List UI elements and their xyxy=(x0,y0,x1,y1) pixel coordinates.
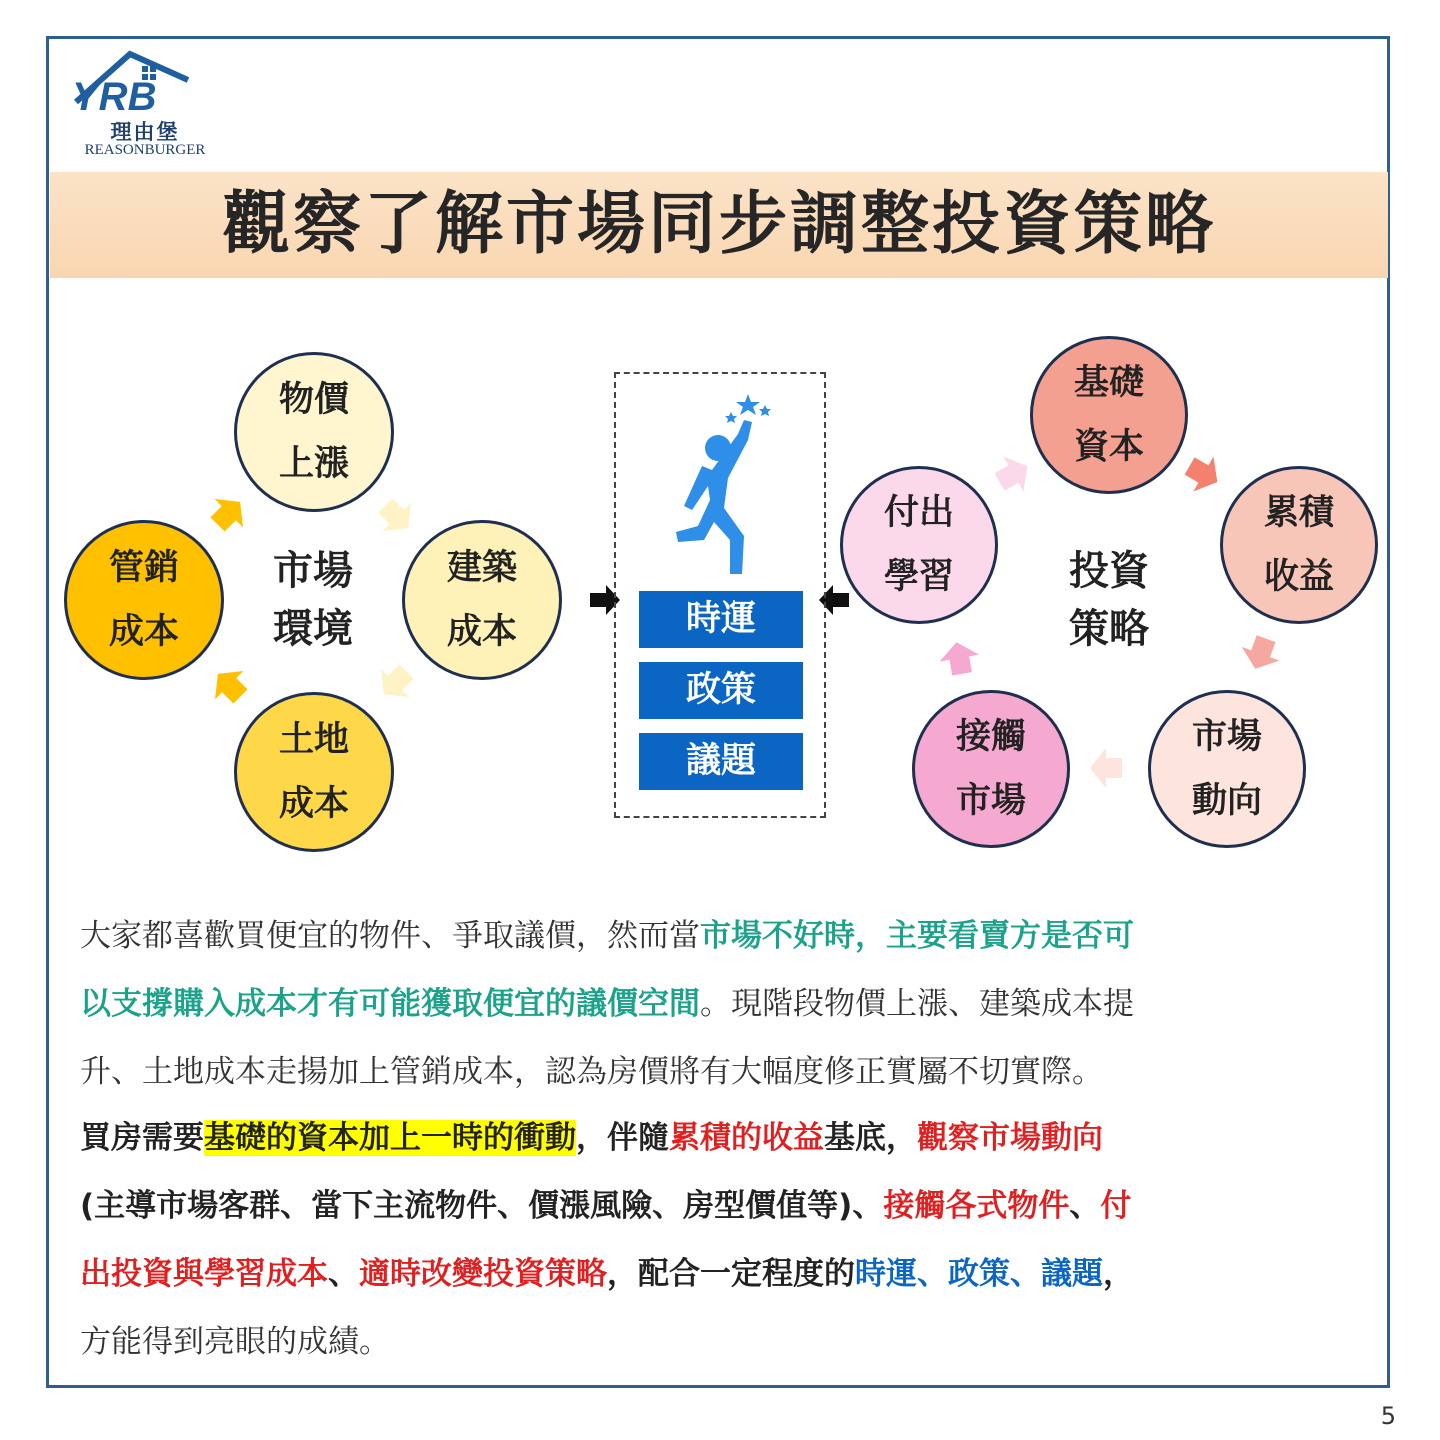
node-label: 成本 xyxy=(278,784,349,824)
node-label: 建築 xyxy=(446,548,517,588)
strategy-node-market-contact xyxy=(912,690,1070,848)
strategy-node-learning xyxy=(840,466,998,624)
market-node-construction-cost xyxy=(402,520,562,680)
arrow-icon-to-trend xyxy=(1236,632,1285,676)
market-node-land-cost xyxy=(234,692,394,852)
node-label: 累積 xyxy=(1263,493,1334,533)
factor-fortune: 時運 xyxy=(639,591,803,648)
strategy-node-base-capital xyxy=(1030,336,1188,494)
logo-mark: YRB xyxy=(72,75,157,119)
paragraph-advice: 買房需要基礎的資本加上一時的衝動，伴隨累積的收益基底，觀察市場動向 (主導市場客群、當下主流物件、價漲風險、房型價值等)、接觸各式物件、付 出投資與學習成本、適時改變投資策略，配合一定程度的時運、政策、議題， 方能得到亮眼的成績。 xyxy=(80,1120,1134,1360)
node-label: 收益 xyxy=(1263,557,1334,597)
market-environment-label: 市場 環境 xyxy=(273,548,353,652)
arrow-icon-to-learning xyxy=(937,639,982,677)
node-label: 成本 xyxy=(108,612,179,652)
node-label: 接觸 xyxy=(955,717,1026,757)
arrow-icon-to-price xyxy=(203,488,254,539)
strategy-node-accumulated-earnings xyxy=(1220,466,1378,624)
node-label: 付出 xyxy=(883,493,954,533)
page-title: 觀察了解市場同步調整投資策略 xyxy=(221,185,1216,264)
node-label: 資本 xyxy=(1073,427,1144,467)
strategy-node-market-trend xyxy=(1148,690,1306,848)
node-label: 成本 xyxy=(446,612,517,652)
node-label: 市場 xyxy=(1191,717,1262,757)
node-label: 動向 xyxy=(1191,781,1262,821)
node-label: 市場 xyxy=(955,781,1026,821)
arrow-icon-to-land xyxy=(370,657,421,708)
factor-issues: 議題 xyxy=(639,733,803,790)
node-label: 上漲 xyxy=(278,444,349,484)
market-node-price-rise xyxy=(234,352,394,512)
node-label: 土地 xyxy=(278,720,349,760)
node-label: 管銷 xyxy=(108,548,179,588)
node-label: 基礎 xyxy=(1073,363,1144,403)
arrow-icon-to-capital xyxy=(990,449,1038,500)
paragraph-intro: 大家都喜歡買便宜的物件、爭取議價，然而當市場不好時，主要看賣方是否可 以支撐購入成本才有可能獲取便宜的議價空間。現階段物價上漲、建築成本提 升、土地成本走揚加上管銷成本，認為房價將有大幅度修正實屬不切實際。 xyxy=(80,918,1134,1090)
investment-strategy-label: 投資 策略 xyxy=(1069,548,1149,652)
arrow-icon-to-sales xyxy=(204,660,255,711)
node-label: 物價 xyxy=(278,380,349,420)
arrow-icon-to-build xyxy=(371,491,422,542)
arrow-icon-to-earnings xyxy=(1180,449,1228,500)
logo-english-name: REASONBURGER xyxy=(84,142,206,158)
page-number: 5 xyxy=(1380,1402,1396,1430)
market-node-sales-cost xyxy=(64,520,224,680)
factor-policy: 政策 xyxy=(639,662,803,719)
node-label: 學習 xyxy=(883,557,954,597)
arrow-icon-to-contact xyxy=(1090,748,1122,788)
logo-chinese-name: 理由堡 xyxy=(110,119,180,144)
